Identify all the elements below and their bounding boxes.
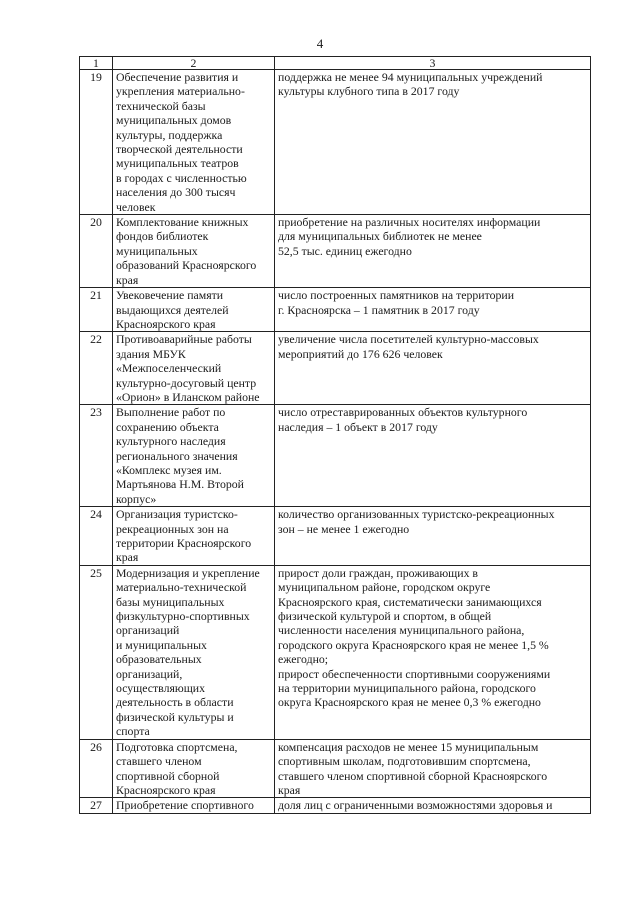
result-line: мероприятий до 176 626 человек: [278, 346, 443, 361]
measure-name-line: в городах с численностью: [116, 170, 247, 185]
measure-name-line: Комплектование книжных: [116, 215, 249, 230]
measure-name-line: территории Красноярского: [116, 536, 252, 550]
measure-name-line: муниципальных: [116, 243, 198, 258]
measure-name-line: населения до 300 тысяч: [116, 185, 236, 200]
result-cell: [275, 798, 591, 813]
result-line: физической культурой и спортом, в общей: [278, 609, 492, 624]
measure-name-line: спорта: [116, 724, 150, 739]
result-line: культуры клубного типа в 2017 году: [278, 84, 460, 99]
column-header-measure: 2: [113, 57, 275, 70]
measure-name-line: сохранению объекта: [116, 419, 219, 434]
result-line: ставшего членом спортивной сборной Красноярского: [278, 768, 548, 783]
measure-name-line: Противоаварийные работы: [116, 332, 252, 347]
measure-name-line: Увековечение памяти: [116, 288, 224, 303]
result-line: число построенных памятников на территории: [278, 288, 515, 303]
result-line: муниципальном районе, городском округе: [278, 580, 491, 595]
result-line: 52,5 тыс. единиц ежегодно: [278, 243, 412, 258]
measure-name-line: «Орион» в Иланском районе: [116, 389, 260, 404]
result-line: спортивным школам, подготовившим спортсмена,: [278, 754, 531, 769]
measure-name-line: человек: [116, 199, 156, 214]
measure-name-line: Обеспечение развития и: [116, 70, 239, 84]
measure-name-line: Модернизация и укрепление: [116, 565, 260, 580]
measure-name-line: Красноярского края: [116, 782, 216, 797]
result-line: Красноярского края, систематически занимающихся: [278, 594, 542, 609]
measure-name-line: спортивной сборной: [116, 768, 220, 783]
measure-name-line: организаций,: [116, 666, 183, 681]
result-line: численности населения муниципального района,: [278, 623, 525, 638]
row-number: 25: [80, 565, 113, 739]
table-row: [80, 332, 591, 405]
result-line: число отреставрированных объектов культурного: [278, 405, 528, 420]
measure-name-line: базы муниципальных: [116, 594, 225, 609]
row-number: 22: [80, 332, 113, 405]
row-number: 23: [80, 405, 113, 507]
measure-name-line: «Межпоселенческий: [116, 361, 222, 376]
result-line: края: [278, 782, 301, 797]
measure-name-line: муниципальных театров: [116, 156, 239, 171]
measure-name-cell: [113, 507, 275, 566]
measure-name-line: здания МБУК: [116, 346, 186, 361]
measure-name-line: культурного наследия: [116, 434, 226, 449]
row-number: 19: [80, 70, 113, 215]
measure-name-line: укрепления материально-: [116, 84, 245, 99]
result-cell: [275, 565, 591, 739]
result-cell: [275, 70, 591, 215]
table-row: [80, 215, 591, 288]
measures-table: [79, 56, 591, 814]
measure-name-line: культурно-досуговый центр: [116, 375, 257, 390]
measure-name-line: Красноярского края: [116, 316, 216, 331]
result-line: на территории муниципального района, городского: [278, 681, 536, 696]
result-line: поддержка не менее 94 муниципальных учреждений: [278, 70, 543, 84]
measure-name-line: организаций: [116, 623, 180, 638]
result-line: округа Красноярского края не менее 0,3 % ежегодно: [278, 695, 541, 710]
result-line: городского округа Красноярского края не менее 1,5 %: [278, 637, 549, 652]
result-line: компенсация расходов не менее 15 муниципальным: [278, 739, 539, 754]
row-number: 24: [80, 507, 113, 566]
measure-name-cell: [113, 70, 275, 215]
measure-name-line: рекреационных зон на: [116, 521, 229, 536]
measure-name-line: культуры, поддержка: [116, 127, 223, 142]
row-number: 20: [80, 215, 113, 288]
measure-name-line: материально-технической: [116, 580, 247, 595]
result-line: наследия – 1 объект в 2017 году: [278, 419, 438, 434]
measure-name-line: осуществляющих: [116, 681, 206, 696]
measure-name-cell: [113, 215, 275, 288]
measure-name-line: ставшего членом: [116, 754, 202, 769]
measure-name-cell: [113, 739, 275, 798]
result-line: для муниципальных библиотек не менее: [278, 229, 482, 244]
result-cell: [275, 405, 591, 507]
measure-name-line: технической базы: [116, 98, 206, 113]
measure-name-line: Организация туристско-: [116, 507, 238, 522]
column-header-number: 1: [80, 57, 113, 70]
result-line: г. Красноярска – 1 памятник в 2017 году: [278, 302, 480, 317]
table-row: [80, 739, 591, 798]
result-cell: [275, 332, 591, 405]
measure-name-line: образовательных: [116, 652, 202, 667]
measure-name-line: творческой деятельности: [116, 142, 243, 157]
table-row: [80, 70, 591, 215]
measure-name-line: Выполнение работ по: [116, 405, 226, 420]
measure-name-line: деятельность в области: [116, 695, 234, 710]
result-cell: [275, 288, 591, 332]
result-line: доля лиц с ограниченными возможностями здоровья и: [278, 798, 553, 813]
measure-name-line: Приобретение спортивного: [116, 798, 254, 813]
table-row: [80, 798, 591, 813]
measure-name-line: фондов библиотек: [116, 229, 209, 244]
measure-name-line: и муниципальных: [116, 637, 207, 652]
measure-name-line: выдающихся деятелей: [116, 302, 229, 317]
table-row: [80, 288, 591, 332]
row-number: 26: [80, 739, 113, 798]
measure-name-line: муниципальных домов: [116, 113, 232, 128]
measure-name-line: образований Красноярского: [116, 258, 257, 273]
measure-name-line: корпус»: [116, 491, 157, 506]
result-cell: [275, 507, 591, 566]
row-number: 27: [80, 798, 113, 813]
result-line: прирост обеспеченности спортивными сооружениями: [278, 666, 551, 681]
measure-name-cell: [113, 288, 275, 332]
measure-name-line: физкультурно-спортивных: [116, 609, 250, 624]
table-row: [80, 405, 591, 507]
measure-name-cell: [113, 798, 275, 813]
measure-name-cell: [113, 332, 275, 405]
measure-name-cell: [113, 565, 275, 739]
page-number: 4: [316, 36, 324, 51]
measure-name-line: физической культуры и: [116, 709, 234, 724]
table-row: [80, 507, 591, 566]
column-header-result: 3: [275, 57, 591, 70]
result-line: ежегодно;: [278, 652, 329, 667]
table-header-row: [80, 57, 591, 70]
result-line: увеличение числа посетителей культурно-массовых: [278, 332, 539, 347]
result-line: приобретение на различных носителях информации: [278, 215, 541, 230]
measure-name-line: Подготовка спортсмена,: [116, 739, 238, 754]
result-line: зон – не менее 1 ежегодно: [278, 521, 410, 536]
measure-name-line: Мартьянова Н.М. Второй: [116, 477, 244, 492]
result-line: прирост доли граждан, проживающих в: [278, 565, 478, 580]
measure-name-line: «Комплекс музея им.: [116, 462, 222, 477]
result-cell: [275, 739, 591, 798]
measure-name-line: края: [116, 272, 139, 287]
result-line: количество организованных туристско-рекреационных: [278, 507, 555, 522]
measure-name-line: регионального значения: [116, 448, 238, 463]
measure-name-cell: [113, 405, 275, 507]
result-cell: [275, 215, 591, 288]
measure-name-line: края: [116, 550, 139, 565]
row-number: 21: [80, 288, 113, 332]
table-row: [80, 565, 591, 739]
